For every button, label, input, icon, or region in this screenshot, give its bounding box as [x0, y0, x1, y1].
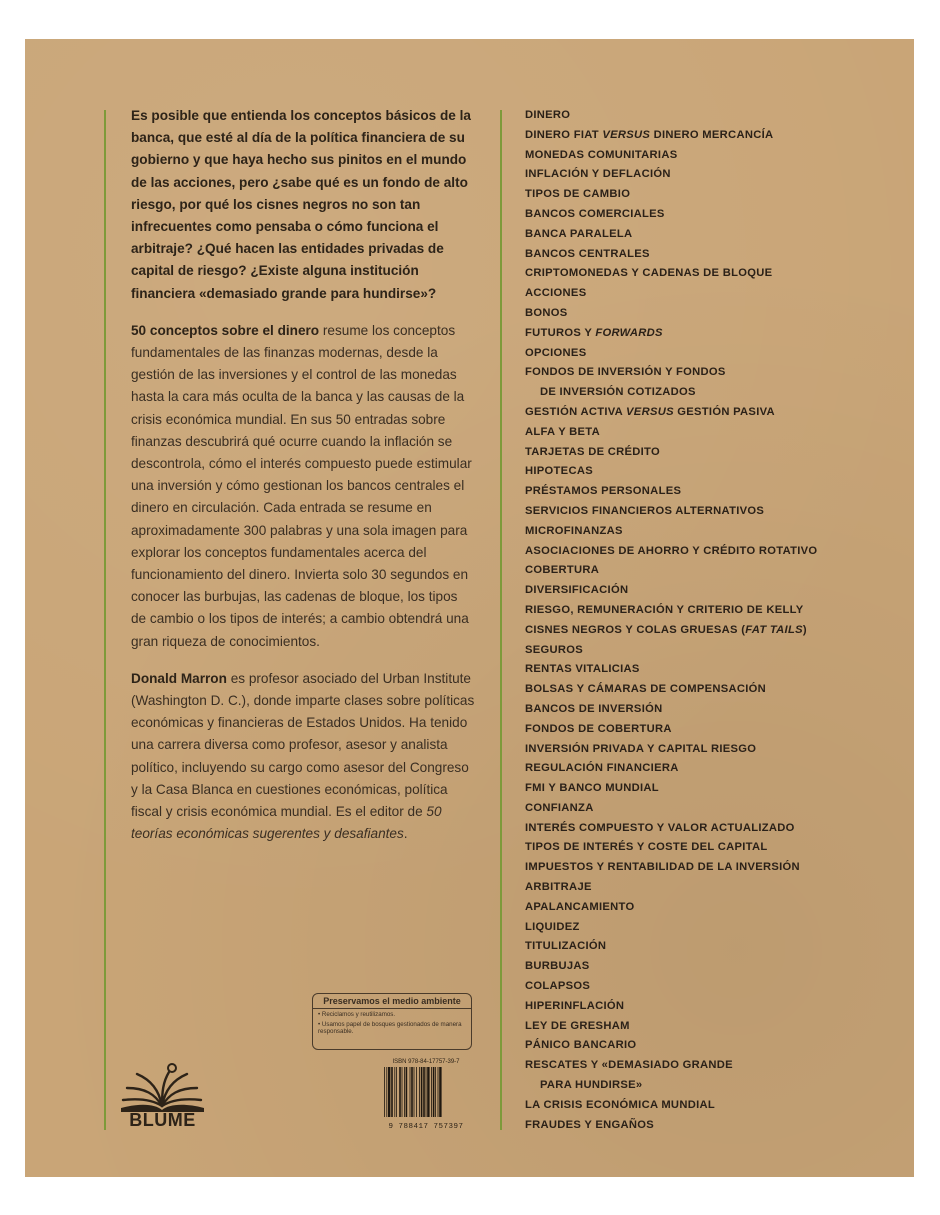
intro-paragraph: Es posible que entienda los conceptos básicos de la banca, que esté al día de la política financiera de su gobierno y que haya hecho sus pinitos en el mundo de las acciones, pero ¿sabe qué es un fondo de alto riesgo, por qué los cisnes negros no son tan infrecuentes como pensaba o cómo funciona el arbitraje? ¿Qué hacen las entidades privadas de capital de riesgo? ¿Existe alguna institución financiera «demasiado grande para hundirse»?	[131, 108, 471, 301]
open-book-plant-icon	[115, 1060, 210, 1112]
contents-item: RENTAS VITALICIAS	[525, 663, 640, 676]
contents-item: BANCOS DE INVERSIÓN	[525, 702, 663, 715]
contents-item: CRIPTOMONEDAS Y CADENAS DE BLOQUE	[525, 267, 773, 280]
contents-item: ASOCIACIONES DE AHORRO Y CRÉDITO ROTATIVO	[525, 544, 818, 557]
blurb-column	[131, 105, 476, 861]
author-end: .	[403, 826, 408, 842]
isbn-barcode	[380, 1059, 472, 1133]
environment-notice-title: Preservamos el medio ambiente	[313, 994, 471, 1009]
contents-item: HIPERINFLACIÓN	[525, 999, 625, 1012]
contents-item: CISNES NEGROS Y COLAS GRUESAS (FAT TAILS)	[525, 623, 807, 636]
contents-item: ALFA Y BETA	[525, 425, 600, 438]
contents-item: RIESGO, REMUNERACIÓN Y CRITERIO DE KELLY	[525, 603, 804, 616]
isbn-digits: 9 788417 757397	[388, 1123, 464, 1131]
contents-item: ACCIONES	[525, 287, 587, 300]
contents-item: APALANCAMIENTO	[525, 900, 635, 913]
contents-item-italic: FORWARDS	[595, 326, 663, 339]
contents-item: COBERTURA	[525, 564, 600, 577]
contents-item-italic: VERSUS	[626, 405, 674, 418]
contents-item: ARBITRAJE	[525, 881, 592, 894]
contents-item: DINERO	[525, 109, 571, 121]
contents-item: SEGUROS	[525, 643, 584, 656]
contents-item: REGULACIÓN FINANCIERA	[525, 762, 679, 775]
contents-item: BANCA PARALELA	[525, 227, 633, 240]
contents-item: HIPOTECAS	[525, 465, 593, 478]
contents-item: TIPOS DE CAMBIO	[525, 188, 631, 201]
contents-item: PRÉSTAMOS PERSONALES	[525, 485, 682, 498]
author-name: Donald Marron	[131, 670, 227, 686]
contents-item: PÁNICO BANCARIO	[525, 1039, 637, 1052]
publisher-name: BLUME	[129, 1110, 196, 1130]
contents-item: INFLACIÓN Y DEFLACIÓN	[525, 168, 671, 181]
contents-list	[525, 106, 825, 1135]
contents-item: TITULIZACIÓN	[525, 940, 607, 953]
contents-item: FUTUROS Y FORWARDS	[525, 326, 663, 339]
contents-item: FMI Y BANCO MUNDIAL	[525, 782, 659, 795]
contents-item: SERVICIOS FINANCIEROS ALTERNATIVOS	[525, 504, 765, 517]
contents-item: BANCOS COMERCIALES	[525, 207, 665, 220]
author-bio: es profesor asociado del Urban Institute (Washington D. C.), donde imparte clases sobre políticas económicas y financieras de Estados Unidos. Ha tenido una carrera diversa como profesor, asesor y analista político, incluyendo su cargo como asesor del Congreso y la Casa Blanca en cuestiones económicas, política fiscal y crisis económica mundial. Es el editor de	[131, 670, 475, 820]
contents-item: COLAPSOS	[525, 980, 591, 993]
description-paragraph	[131, 320, 476, 653]
contents-item: DE INVERSIÓN COTIZADOS	[540, 386, 696, 399]
contents-item: FONDOS DE COBERTURA	[525, 722, 672, 735]
barcode-icon	[380, 1065, 472, 1119]
contents-item: GESTIÓN ACTIVA VERSUS GESTIÓN PASIVA	[525, 405, 775, 418]
contents-item: BANCOS CENTRALES	[525, 247, 650, 260]
environment-notice-line: • Reciclamos y reutilizamos.	[318, 1011, 396, 1018]
contents-item: LIQUIDEZ	[525, 920, 580, 933]
contents-item-italic: VERSUS	[602, 128, 651, 141]
isbn-label: ISBN 978-84-17757-39-7	[392, 1059, 460, 1065]
contents-item: TARJETAS DE CRÉDITO	[525, 445, 660, 458]
other-book-title: 50 teorías económicas sugerentes y desafiantes	[131, 804, 442, 842]
left-accent-line	[104, 110, 106, 1130]
contents-item: LA CRISIS ECONÓMICA MUNDIAL	[525, 1098, 715, 1111]
description-text: resume los conceptos fundamentales de las finanzas modernas, desde la gestión de las inversiones y el control de las monedas hasta la cara más oculta de la banca y las causas de la crisis económica mundial. En sus 50 entradas sobre finanzas descubrirá qué ocurre cuando la inflación se descontrola, cómo el interés compuesto puede estimular una inversión y cómo gestionan los bancos centrales el dinero en circulación. Cada entrada se resume en aproximadamente 300 palabras y una sola imagen para explorar los conceptos fundamentales acerca del funcionamiento del dinero. Invierta solo 30 segundos en conocer las burbujas, las cadenas de bloque, los tipos de cambio o los tipos de interés; a cambio obtendrá una gran riqueza de conocimientos.	[131, 322, 472, 649]
contents-item: MONEDAS COMUNITARIAS	[525, 148, 678, 161]
contents-item: OPCIONES	[525, 346, 587, 359]
contents-item: BONOS	[525, 306, 568, 319]
contents-item: IMPUESTOS Y RENTABILIDAD DE LA INVERSIÓN	[525, 861, 800, 874]
publisher-logo	[115, 1060, 210, 1135]
contents-item: BURBUJAS	[525, 960, 590, 973]
contents-item: MICROFINANZAS	[525, 524, 623, 537]
contents-item: FRAUDES Y ENGAÑOS	[525, 1118, 655, 1131]
book-title: 50 conceptos sobre el dinero	[131, 322, 320, 338]
contents-item: DIVERSIFICACIÓN	[525, 584, 629, 597]
contents-item: BOLSAS Y CÁMARAS DE COMPENSACIÓN	[525, 683, 767, 696]
contents-item: DINERO FIAT VERSUS DINERO MERCANCÍA	[525, 128, 774, 141]
contents-item: INVERSIÓN PRIVADA Y CAPITAL RIESGO	[525, 742, 757, 755]
contents-item: INTERÉS COMPUESTO Y VALOR ACTUALIZADO	[525, 821, 795, 834]
contents-item: TIPOS DE INTERÉS Y COSTE DEL CAPITAL	[525, 841, 768, 854]
contents-item: RESCATES Y «DEMASIADO GRANDE	[525, 1059, 733, 1072]
author-paragraph	[131, 668, 476, 846]
environment-notice-line: • Usamos papel de bosques gestionados de manera responsable.	[318, 1020, 462, 1035]
contents-item: PARA HUNDIRSE»	[540, 1079, 643, 1092]
center-divider-line	[500, 110, 502, 1130]
contents-item: LEY DE GRESHAM	[525, 1019, 630, 1032]
contents-item-italic: FAT TAILS	[745, 623, 803, 636]
environment-notice-box	[312, 993, 472, 1050]
contents-item: CONFIANZA	[525, 801, 594, 814]
contents-item: FONDOS DE INVERSIÓN Y FONDOS	[525, 366, 726, 379]
